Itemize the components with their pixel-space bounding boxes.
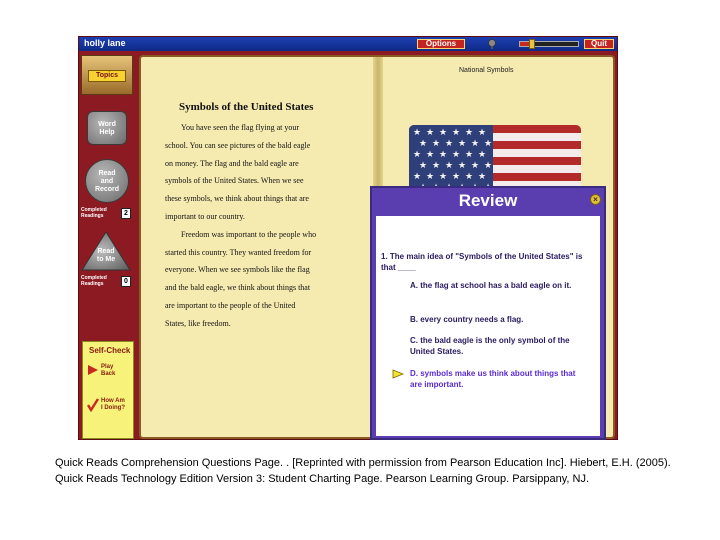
flag-star-icon: ★ [426, 171, 435, 181]
options-button[interactable]: Options [417, 39, 465, 49]
completed-readings-record [81, 207, 135, 221]
volume-knob[interactable] [529, 39, 535, 49]
story-line: started this country. They wanted freedom for [165, 247, 312, 257]
story-line: on money. The flag and the bald eagle are [165, 158, 299, 168]
play-back-label-2: Back [101, 371, 116, 377]
self-check-panel [82, 341, 134, 439]
self-check-title: Self-Check [89, 346, 131, 355]
flag-star-icon: ★ [465, 149, 474, 159]
checkmark-icon [87, 398, 99, 412]
read-to-me-button[interactable] [81, 231, 131, 271]
flag-star-icon: ★ [471, 138, 480, 148]
topics-button[interactable] [81, 55, 133, 95]
story-line: symbols of the United States. When we see [165, 176, 304, 186]
microphone-icon[interactable] [487, 39, 497, 50]
answer-option-d[interactable]: D. symbols make us think about things that are important. [410, 369, 576, 389]
story-line: and the bald eagle, we think about things that [165, 283, 311, 293]
review-header [372, 188, 604, 216]
play-arrow-icon [87, 364, 99, 376]
read-record-label-3: Record [94, 186, 120, 193]
flag-star-icon: ★ [445, 160, 454, 170]
flag-star-icon: ★ [432, 160, 441, 170]
completed-label-2: Readings [81, 281, 104, 287]
story-line: Freedom was important to the people who [181, 229, 317, 239]
story-line: States, like freedom. [165, 318, 231, 328]
story-line: are important to the people of the United [165, 300, 296, 310]
flag-star-icon: ★ [439, 171, 448, 181]
story-line: You have seen the flag flying at your [181, 123, 300, 132]
play-back-button[interactable] [87, 364, 133, 390]
flag-star-icon: ★ [471, 160, 480, 170]
flag-star-icon: ★ [413, 171, 422, 181]
flag-star-icon: ★ [452, 149, 461, 159]
question-text: 1. The main idea of "Symbols of the United States" is that ____ [381, 252, 583, 272]
flag-star-icon: ★ [458, 138, 467, 148]
flag-star-icon: ★ [445, 138, 454, 148]
flag-star-icon: ★ [478, 127, 487, 137]
flag-stripe [493, 165, 581, 173]
word-help-button[interactable] [87, 111, 127, 145]
word-help-label-1: Word [98, 121, 116, 128]
how-am-i-label-1: How Am [101, 398, 125, 404]
answer-option-c[interactable]: C. the bald eagle is the only symbol of the United States. [410, 336, 570, 356]
completed-label-2: Readings [81, 213, 104, 219]
close-icon[interactable]: × [590, 194, 601, 205]
flag-star-icon: ★ [452, 127, 461, 137]
sidebar [79, 51, 137, 441]
flag-star-icon: ★ [478, 171, 487, 181]
quit-button[interactable]: Quit [584, 39, 614, 49]
flag-star-icon: ★ [419, 138, 428, 148]
read-record-label-2: and [100, 178, 114, 185]
flag-star-icon: ★ [439, 127, 448, 137]
flag-star-icon: ★ [458, 160, 467, 170]
flag-star-icon: ★ [452, 171, 461, 181]
story-text[interactable] [165, 119, 365, 333]
story-title: Symbols of the United States [179, 101, 314, 113]
page-header: National Symbols [459, 67, 514, 74]
story-line: school. You can see pictures of the bald eagle [165, 140, 311, 150]
read-to-me-label-1: Read [97, 248, 115, 255]
how-am-i-label-2: I Doing? [101, 405, 125, 411]
play-back-label-1: Play [101, 364, 114, 370]
story-line: these symbols, we think about things that are [165, 194, 309, 204]
flag-star-icon: ★ [426, 127, 435, 137]
flag-star-icon: ★ [432, 138, 441, 148]
flag-stripe [493, 149, 581, 157]
story-line: everyone. When we see symbols like the flag [165, 265, 310, 275]
how-am-i-doing-button[interactable] [87, 398, 133, 424]
review-dialog [370, 186, 606, 440]
review-body [376, 216, 600, 436]
flag-star-icon: ★ [413, 127, 422, 137]
flag-star-icon: ★ [465, 171, 474, 181]
flag-stripe [493, 133, 581, 141]
review-title: Review [458, 191, 518, 210]
completed-label-1: Completed [81, 275, 107, 281]
completed-label-1: Completed [81, 207, 107, 213]
flag-star-icon: ★ [413, 149, 422, 159]
flag-star-icon: ★ [484, 160, 493, 170]
pointer-arrow-icon [392, 369, 404, 379]
flag-star-icon: ★ [478, 149, 487, 159]
read-record-label-1: Read [98, 170, 116, 177]
volume-slider[interactable] [519, 41, 579, 47]
completed-readings-read-to-me [81, 275, 135, 289]
read-to-me-label-2: to Me [96, 256, 116, 263]
read-and-record-button[interactable] [85, 159, 129, 203]
completed-record-count: 2 [121, 208, 131, 219]
flag-star-icon: ★ [439, 149, 448, 159]
story-line: important to our country. [165, 211, 245, 221]
flag-star-icon: ★ [465, 127, 474, 137]
title-bar [79, 37, 617, 51]
flag-star-icon: ★ [426, 149, 435, 159]
answer-option-b[interactable]: B. every country needs a flag. [410, 315, 524, 324]
topics-label: Topics [88, 70, 126, 82]
flag-star-icon: ★ [419, 160, 428, 170]
app-title: holly lane [84, 38, 126, 48]
completed-read-to-me-count: 0 [121, 276, 131, 287]
flag-star-icon: ★ [484, 138, 493, 148]
word-help-label-2: Help [99, 129, 115, 136]
figure-caption: Quick Reads Comprehension Questions Page. . [Reprinted with permission from Pearson Education Inc]. Hiebert, E.H. (2005). Quick Reads Technology Edition Version 3: Student Charting Page. Pearson Learning Group. Parsippany, NJ. [55, 457, 671, 485]
answer-option-a[interactable]: A. the flag at school has a bald eagle on it. [410, 281, 572, 290]
